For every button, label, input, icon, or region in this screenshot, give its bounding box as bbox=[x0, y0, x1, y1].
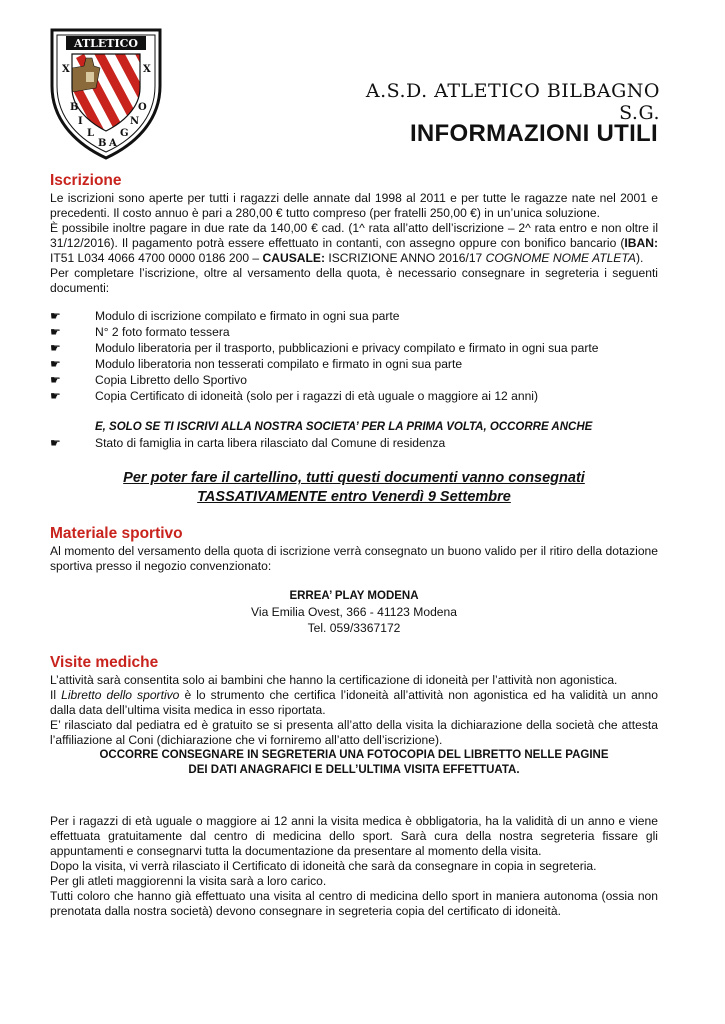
visite-paragraph: Dopo la visita, vi verrà rilasciato il Certificato di idoneità che sarà da consegnare in copia in segreteria. bbox=[50, 859, 597, 873]
visite-emphasis: Libretto dello sportivo bbox=[61, 688, 180, 702]
payment-text: È possibile inoltre pagare in due rate da 140,00 € cad. (1^ rata all’atto dell’iscrizione – 2^ rata entro e non oltre il 31/12/2016). Il pagamento potrà essere effettuato in contanti, con assegno oppure con bonifico bancario ( bbox=[50, 221, 658, 250]
document-item-label: Stato di famiglia in carta libera rilasciato dal Comune di residenza bbox=[95, 436, 446, 450]
payment-paragraph bbox=[50, 221, 658, 266]
shop-phone: Tel. 059/3367172 bbox=[307, 621, 401, 635]
section-iscrizione bbox=[50, 171, 658, 507]
shop-address: Via Emilia Ovest, 366 - 41123 Modena bbox=[251, 605, 457, 619]
document-item-label: Copia Libretto dello Sportivo bbox=[95, 373, 247, 387]
pointing-hand-icon: ☛ bbox=[50, 341, 61, 355]
shop-info bbox=[50, 588, 658, 636]
shop-name: ERREA’ PLAY MODENA bbox=[289, 590, 419, 602]
visite-text: Il bbox=[50, 688, 62, 702]
crest-x-left: X bbox=[62, 64, 70, 75]
document-body bbox=[50, 171, 658, 919]
list-item bbox=[50, 340, 658, 356]
visite-paragraph bbox=[50, 688, 658, 718]
first-time-note: E, SOLO SE TI ISCRIVI ALLA NOSTRA SOCIETA’ PER LA PRIMA VOLTA, OCCORRE ANCHE bbox=[95, 421, 593, 433]
club-crest-logo bbox=[50, 28, 162, 160]
list-item bbox=[50, 388, 658, 404]
payment-text-end: ). bbox=[635, 251, 644, 265]
iban-label: IBAN: bbox=[624, 236, 658, 250]
fees-paragraph: Le iscrizioni sono aperte per tutti i ragazzi delle annate dal 1998 al 2011 e per tutte le ragazze nate nel 2001 e precedenti. Il costo annuo è pari a 280,00 € tutto compreso (per fratelli 250,00 €) in un’unica soluzione. bbox=[50, 191, 658, 220]
pointing-hand-icon: ☛ bbox=[50, 357, 61, 371]
crest-letter: I bbox=[78, 116, 83, 127]
crest-letter: N bbox=[130, 116, 140, 127]
causale-value: ISCRIZIONE ANNO 2016/17 bbox=[325, 251, 486, 265]
deadline-notice bbox=[50, 469, 658, 507]
section-title-iscrizione: Iscrizione bbox=[50, 172, 122, 189]
crest-letter: A bbox=[109, 138, 117, 149]
crest-letter: B bbox=[70, 102, 79, 113]
section-title-materiale: Materiale sportivo bbox=[50, 525, 183, 542]
deadline-line: TASSATIVAMENTE entro Venerdì 9 Settembre bbox=[197, 489, 511, 505]
section-materiale bbox=[50, 524, 658, 636]
visite-paragraph: Per gli atleti maggiorenni la visita sarà a loro carico. bbox=[50, 874, 327, 888]
documents-intro: Per completare l’iscrizione, oltre al versamento della quota, è necessario consegnare in segreteria i seguenti documenti: bbox=[50, 266, 658, 295]
pointing-hand-icon: ☛ bbox=[50, 309, 61, 323]
list-item bbox=[50, 435, 658, 451]
document-item-label: Modulo liberatoria non tesserati compilato e firmato in ogni sua parte bbox=[95, 357, 463, 371]
first-time-documents-list bbox=[50, 435, 658, 451]
crest-letter: L bbox=[87, 128, 95, 139]
causale-label: CAUSALE: bbox=[262, 251, 325, 265]
causale-name: COGNOME NOME ATLETA bbox=[485, 251, 636, 265]
pointing-hand-icon: ☛ bbox=[50, 389, 61, 403]
crest-letter: O bbox=[138, 102, 147, 113]
section-title-visite: Visite mediche bbox=[50, 654, 159, 671]
crest-x-right: X bbox=[143, 64, 151, 75]
list-item bbox=[50, 308, 658, 324]
pointing-hand-icon: ☛ bbox=[50, 436, 61, 450]
section-visite bbox=[50, 653, 658, 919]
crest-letter: G bbox=[120, 128, 129, 139]
visite-text: è lo strumento che certifica l’idoneità all’attività non agonistica ed ha validità un anno dalla data dell’ultima visita medica in esso riportata. bbox=[50, 688, 658, 717]
document-item-label: Modulo di iscrizione compilato e firmato in ogni sua parte bbox=[95, 309, 400, 323]
pointing-hand-icon: ☛ bbox=[50, 325, 61, 339]
club-name: A.S.D. ATLETICO BILBAGNO S.G. bbox=[365, 80, 660, 124]
documents-list bbox=[50, 308, 658, 404]
pointing-hand-icon: ☛ bbox=[50, 373, 61, 387]
visite-paragraph: L’attività sarà consentita solo ai bambini che hanno la certificazione di idoneità per l’attività non agonistica. bbox=[50, 673, 618, 687]
page-title: INFORMAZIONI UTILI bbox=[409, 120, 658, 147]
list-item bbox=[50, 356, 658, 372]
list-item bbox=[50, 324, 658, 340]
iban-value: IT51 L034 4066 4700 0000 0186 200 – bbox=[50, 251, 263, 265]
visite-paragraph: Tutti coloro che hanno già effettuato una visita al centro di medicina dello sport in maniera autonoma (ossia non prenotata dalla nostra società) devono consegnare in segreteria copia del certificato di idoneità. bbox=[50, 889, 658, 918]
list-item bbox=[50, 372, 658, 388]
notice-line: OCCORRE CONSEGNARE IN SEGRETERIA UNA FOTOCOPIA DEL LIBRETTO NELLE PAGINE bbox=[99, 749, 609, 761]
crest-top-text: ATLETICO bbox=[74, 37, 138, 50]
document-item-label: N° 2 foto formato tessera bbox=[95, 325, 230, 339]
visite-paragraph: Per i ragazzi di età uguale o maggiore ai 12 anni la visita medica è obbligatoria, ha la validità di un anno e viene effettuata gratuitamente dal centro di medicina dello sport. Sarà cura della nostra segreteria fissare gli appuntamenti e consegnarvi tutta la documentazione da presentare al momento della visita. bbox=[50, 814, 658, 858]
document-item-label: Copia Certificato di idoneità (solo per i ragazzi di età uguale o maggiore ai 12 anni) bbox=[95, 389, 539, 403]
photocopy-notice bbox=[50, 748, 658, 778]
deadline-line: Per poter fare il cartellino, tutti questi documenti vanno consegnati bbox=[123, 470, 585, 486]
notice-line: DEI DATI ANAGRAFICI E DELL’ULTIMA VISITA EFFETTUATA. bbox=[188, 764, 520, 776]
materiale-paragraph: Al momento del versamento della quota di iscrizione verrà consegnato un buono valido per il ritiro della dotazione sportiva presso il negozio convenzionato: bbox=[50, 544, 658, 573]
document-item-label: Modulo liberatoria per il trasporto, pubblicazioni e privacy compilato e firmato in ogni sua parte bbox=[95, 341, 599, 355]
crest-letter: B bbox=[98, 138, 107, 149]
visite-paragraph: E’ rilasciato dal pediatra ed è gratuito se si presenta all’atto della visita la dichiarazione della società che attesta l’affiliazione al Coni (dichiarazione che vi forniremo all’atto dell’iscrizione). bbox=[50, 718, 658, 747]
